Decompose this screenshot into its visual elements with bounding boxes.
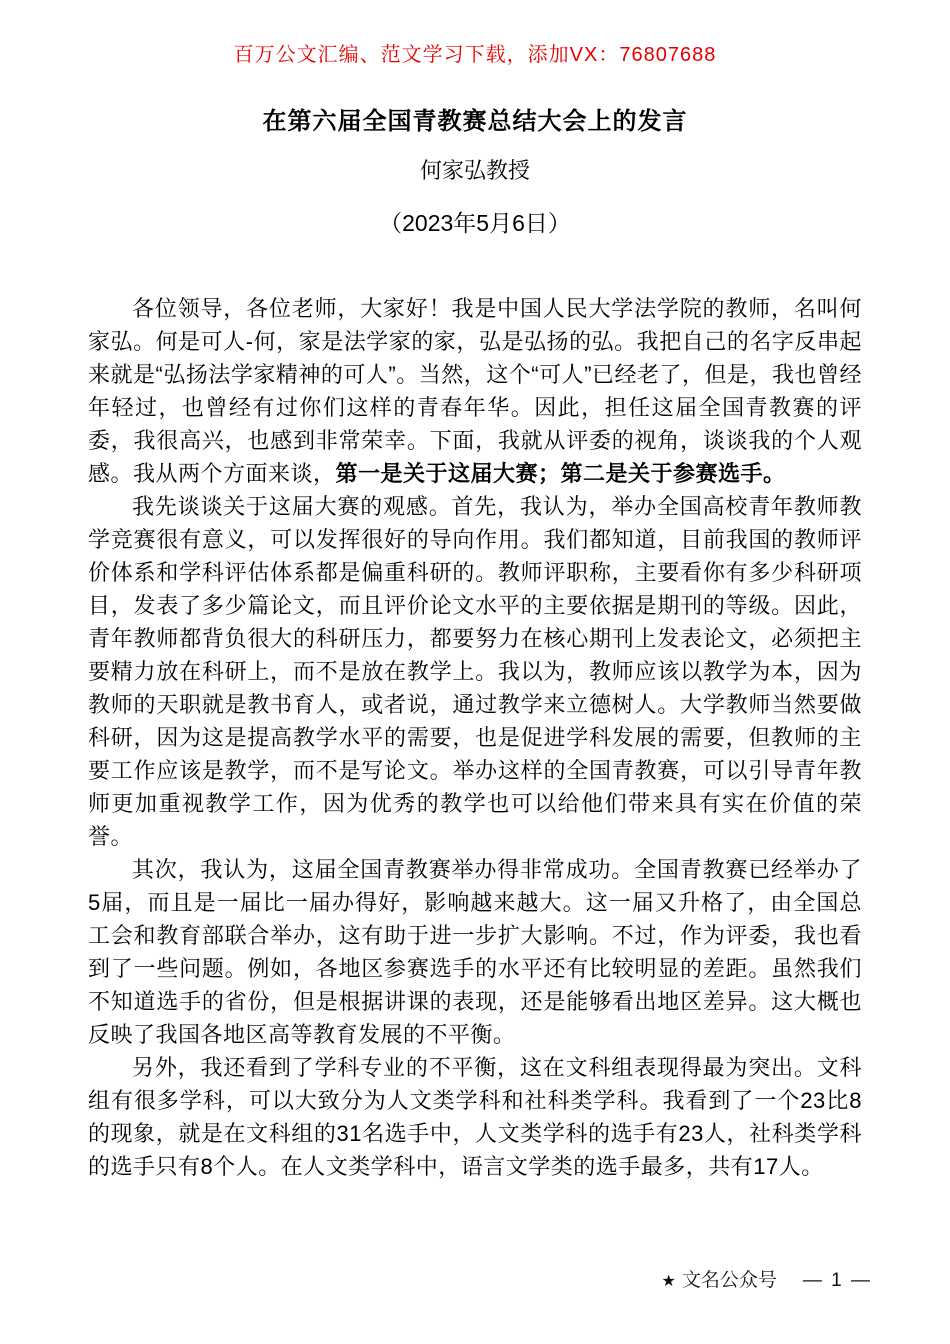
header-notice: 百万公文汇编、范文学习下载，添加VX：76807688: [233, 44, 717, 66]
page-footer: [662, 1265, 872, 1292]
paragraph-1-text: 各位领导，各位老师，大家好！我是中国人民大学法学院的教师，名叫何家弘。何是可人-何，家是法学家的家，弘是弘扬的弘。我把自己的名字反串起来就是“弘扬法学家精神的可人”。当然，这个“可人”已经老了，但是，我也曾经年轻过，也曾经有过你们这样的青春年华。因此，担任这届全国青教赛的评委，我很高兴，也感到非常荣幸。下面，我就从评委的视角，谈谈我的个人观感。我从两个方面来谈，: [88, 296, 862, 486]
paragraph-1: [88, 292, 862, 490]
paragraph-3: 其次，我认为，这届全国青教赛举办得非常成功。全国青教赛已经举办了5届，而且是一届比一届办得好，影响越来越大。这一届又升格了，由全国总工会和教育部联合举办，这有助于进一步扩大影响。不过，作为评委，我也看到了一些问题。例如，各地区参赛选手的水平还有比较明显的差距。虽然我们不知道选手的省份，但是根据讲课的表现，还是能够看出地区差异。这大概也反映了我国各地区高等教育发展的不平衡。: [88, 857, 862, 1047]
paragraph-2: 我先谈谈关于这届大赛的观感。首先，我认为，举办全国高校青年教师教学竞赛很有意义，可以发挥很好的导向作用。我们都知道，目前我国的教师评价体系和学科评估体系都是偏重科研的。教师评职称，主要看你有多少科研项目，发表了多少篇论文，而且评价论文水平的主要依据是期刊的等级。因此，青年教师都背负很大的科研压力，都要努力在核心期刊上发表论文，必须把主要精力放在科研上，而不是放在教学上。我以为，教师应该以教学为本，因为教师的天职就是教书育人，或者说，通过教学来立德树人。大学教师当然要做科研，因为这是提高教学水平的需要，也是促进学科发展的需要，但教师的主要工作应该是教学，而不是写论文。举办这样的全国青教赛，可以引导青年教师更加重视教学工作，因为优秀的教学也可以给他们带来具有实在价值的荣誉。: [88, 494, 862, 849]
author-line: 何家弘教授: [419, 158, 530, 183]
page-number: — 1 —: [802, 1270, 872, 1291]
paragraph-1-bold-text: 第一是关于这届大赛；第二是关于参赛选手。: [335, 461, 786, 486]
doc-title: 在第六届全国青教赛总结大会上的发言: [262, 108, 688, 135]
star-icon: ★: [661, 1273, 676, 1290]
date-line: （2023年5月6日）: [379, 210, 571, 236]
footer-label: 文名公众号: [681, 1270, 777, 1291]
paragraph-4: 另外，我还看到了学科专业的不平衡，这在文科组表现得最为突出。文科组有很多学科，可以大致分为人文类学科和社科类学科。我看到了一个23比8的现象，就是在文科组的31名选手中，人文类学科的选手有23人，社科类学科的选手只有8个人。在人文类学科中，语言文学类的选手最多，共有17人。: [88, 1055, 862, 1179]
document-body: [88, 292, 862, 1183]
